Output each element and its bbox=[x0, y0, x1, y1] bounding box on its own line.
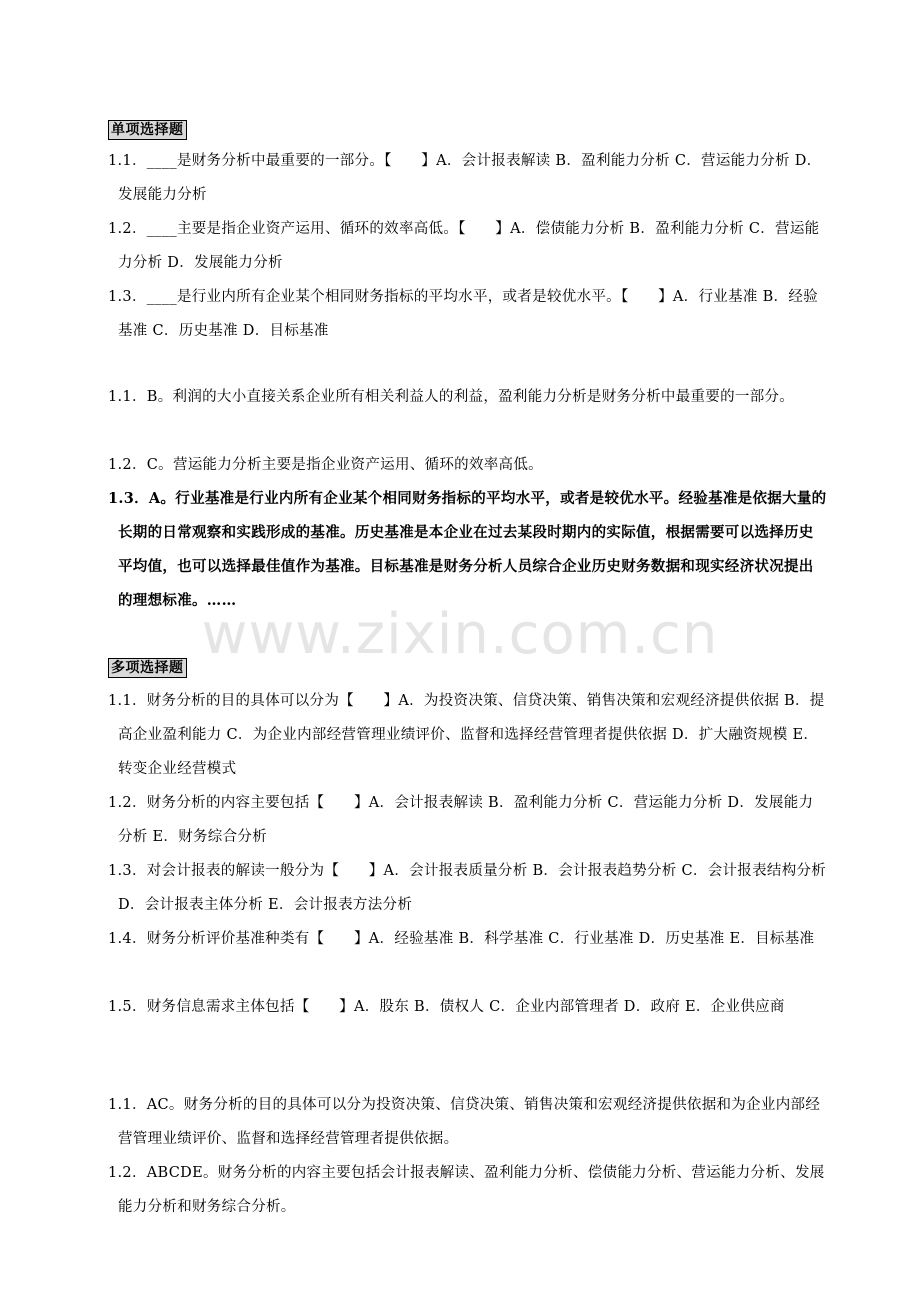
single-answer-1: 1.1．B。利润的大小直接关系企业所有相关利益人的利益，盈利能力分析是财务分析中最重要的一部分。 bbox=[108, 389, 795, 405]
multiple-question-4: 1.4．财务分析评价基准种类有【 】A．经验基准 B．科学基准 C．行业基准 D．历史基准 E．目标基准 bbox=[108, 931, 815, 947]
watermark: www.zixin.com.cn bbox=[201, 602, 719, 667]
single-question-2: 1.2．____主要是指企业资产运用、循环的效率高低。【 】A．偿债能力分析 B．盈利能力分析 C．营运能力分析 D．发展能力分析 bbox=[108, 221, 820, 271]
multiple-question-5: 1.5．财务信息需求主体包括【 】A．股东 B．债权人 C．企业内部管理者 D．政府 E．企业供应商 bbox=[108, 999, 785, 1015]
single-answer-3: 1.3．A。行业基准是行业内所有企业某个相同财务指标的平均水平，或者是较优水平。经验基准是依据大量的长期的日常观察和实践形成的基准。历史基准是本企业在过去某段时期内的实际值，根据需要可以选择历史平均值，也可以选择最佳值作为基准。目标基准是财务分析人员综合企业历史财务数据和现实经济状况提出的理想标准。…… bbox=[108, 490, 827, 609]
single-choice-heading: 单项选择题 bbox=[108, 120, 187, 140]
multiple-question-2: 1.2．财务分析的内容主要包括【 】A．会计报表解读 B．盈利能力分析 C．营运能力分析 D．发展能力分析 E．财务综合分析 bbox=[108, 795, 814, 845]
multiple-answer-1: 1.1．AC。财务分析的目的具体可以分为投资决策、信贷决策、销售决策和宏观经济提供依据和为企业内部经营管理业绩评价、监督和选择经营管理者提供依据。 bbox=[108, 1097, 821, 1147]
multiple-question-1: 1.1．财务分析的目的具体可以分为【 】A．为投资决策、信贷决策、销售决策和宏观经济提供依据 B．提高企业盈利能力 C．为企业内部经营管理业绩评价、监督和选择经营管理者提供依据 D．扩大融资规模 E．转变企业经营模式 bbox=[108, 693, 825, 777]
multiple-question-3: 1.3．对会计报表的解读一般分为【 】A．会计报表质量分析 B．会计报表趋势分析 C．会计报表结构分析 D．会计报表主体分析 E．会计报表方法分析 bbox=[108, 863, 827, 913]
multiple-choice-heading: 多项选择题 bbox=[108, 658, 187, 678]
multiple-answer-2: 1.2．ABCDE。财务分析的内容主要包括会计报表解读、盈利能力分析、偿债能力分析、营运能力分析、发展能力分析和财务综合分析。 bbox=[108, 1165, 825, 1215]
single-question-3: 1.3．____是行业内所有企业某个相同财务指标的平均水平，或者是较优水平。【 】A．行业基准 B．经验基准 C．历史基准 D．目标基准 bbox=[108, 289, 818, 339]
single-answer-2: 1.2．C。营运能力分析主要是指企业资产运用、循环的效率高低。 bbox=[108, 457, 543, 473]
single-question-1: 1.1．____是财务分析中最重要的一部分。【 】A．会计报表解读 B．盈利能力分析 C．营运能力分析 D．发展能力分析 bbox=[108, 153, 822, 203]
